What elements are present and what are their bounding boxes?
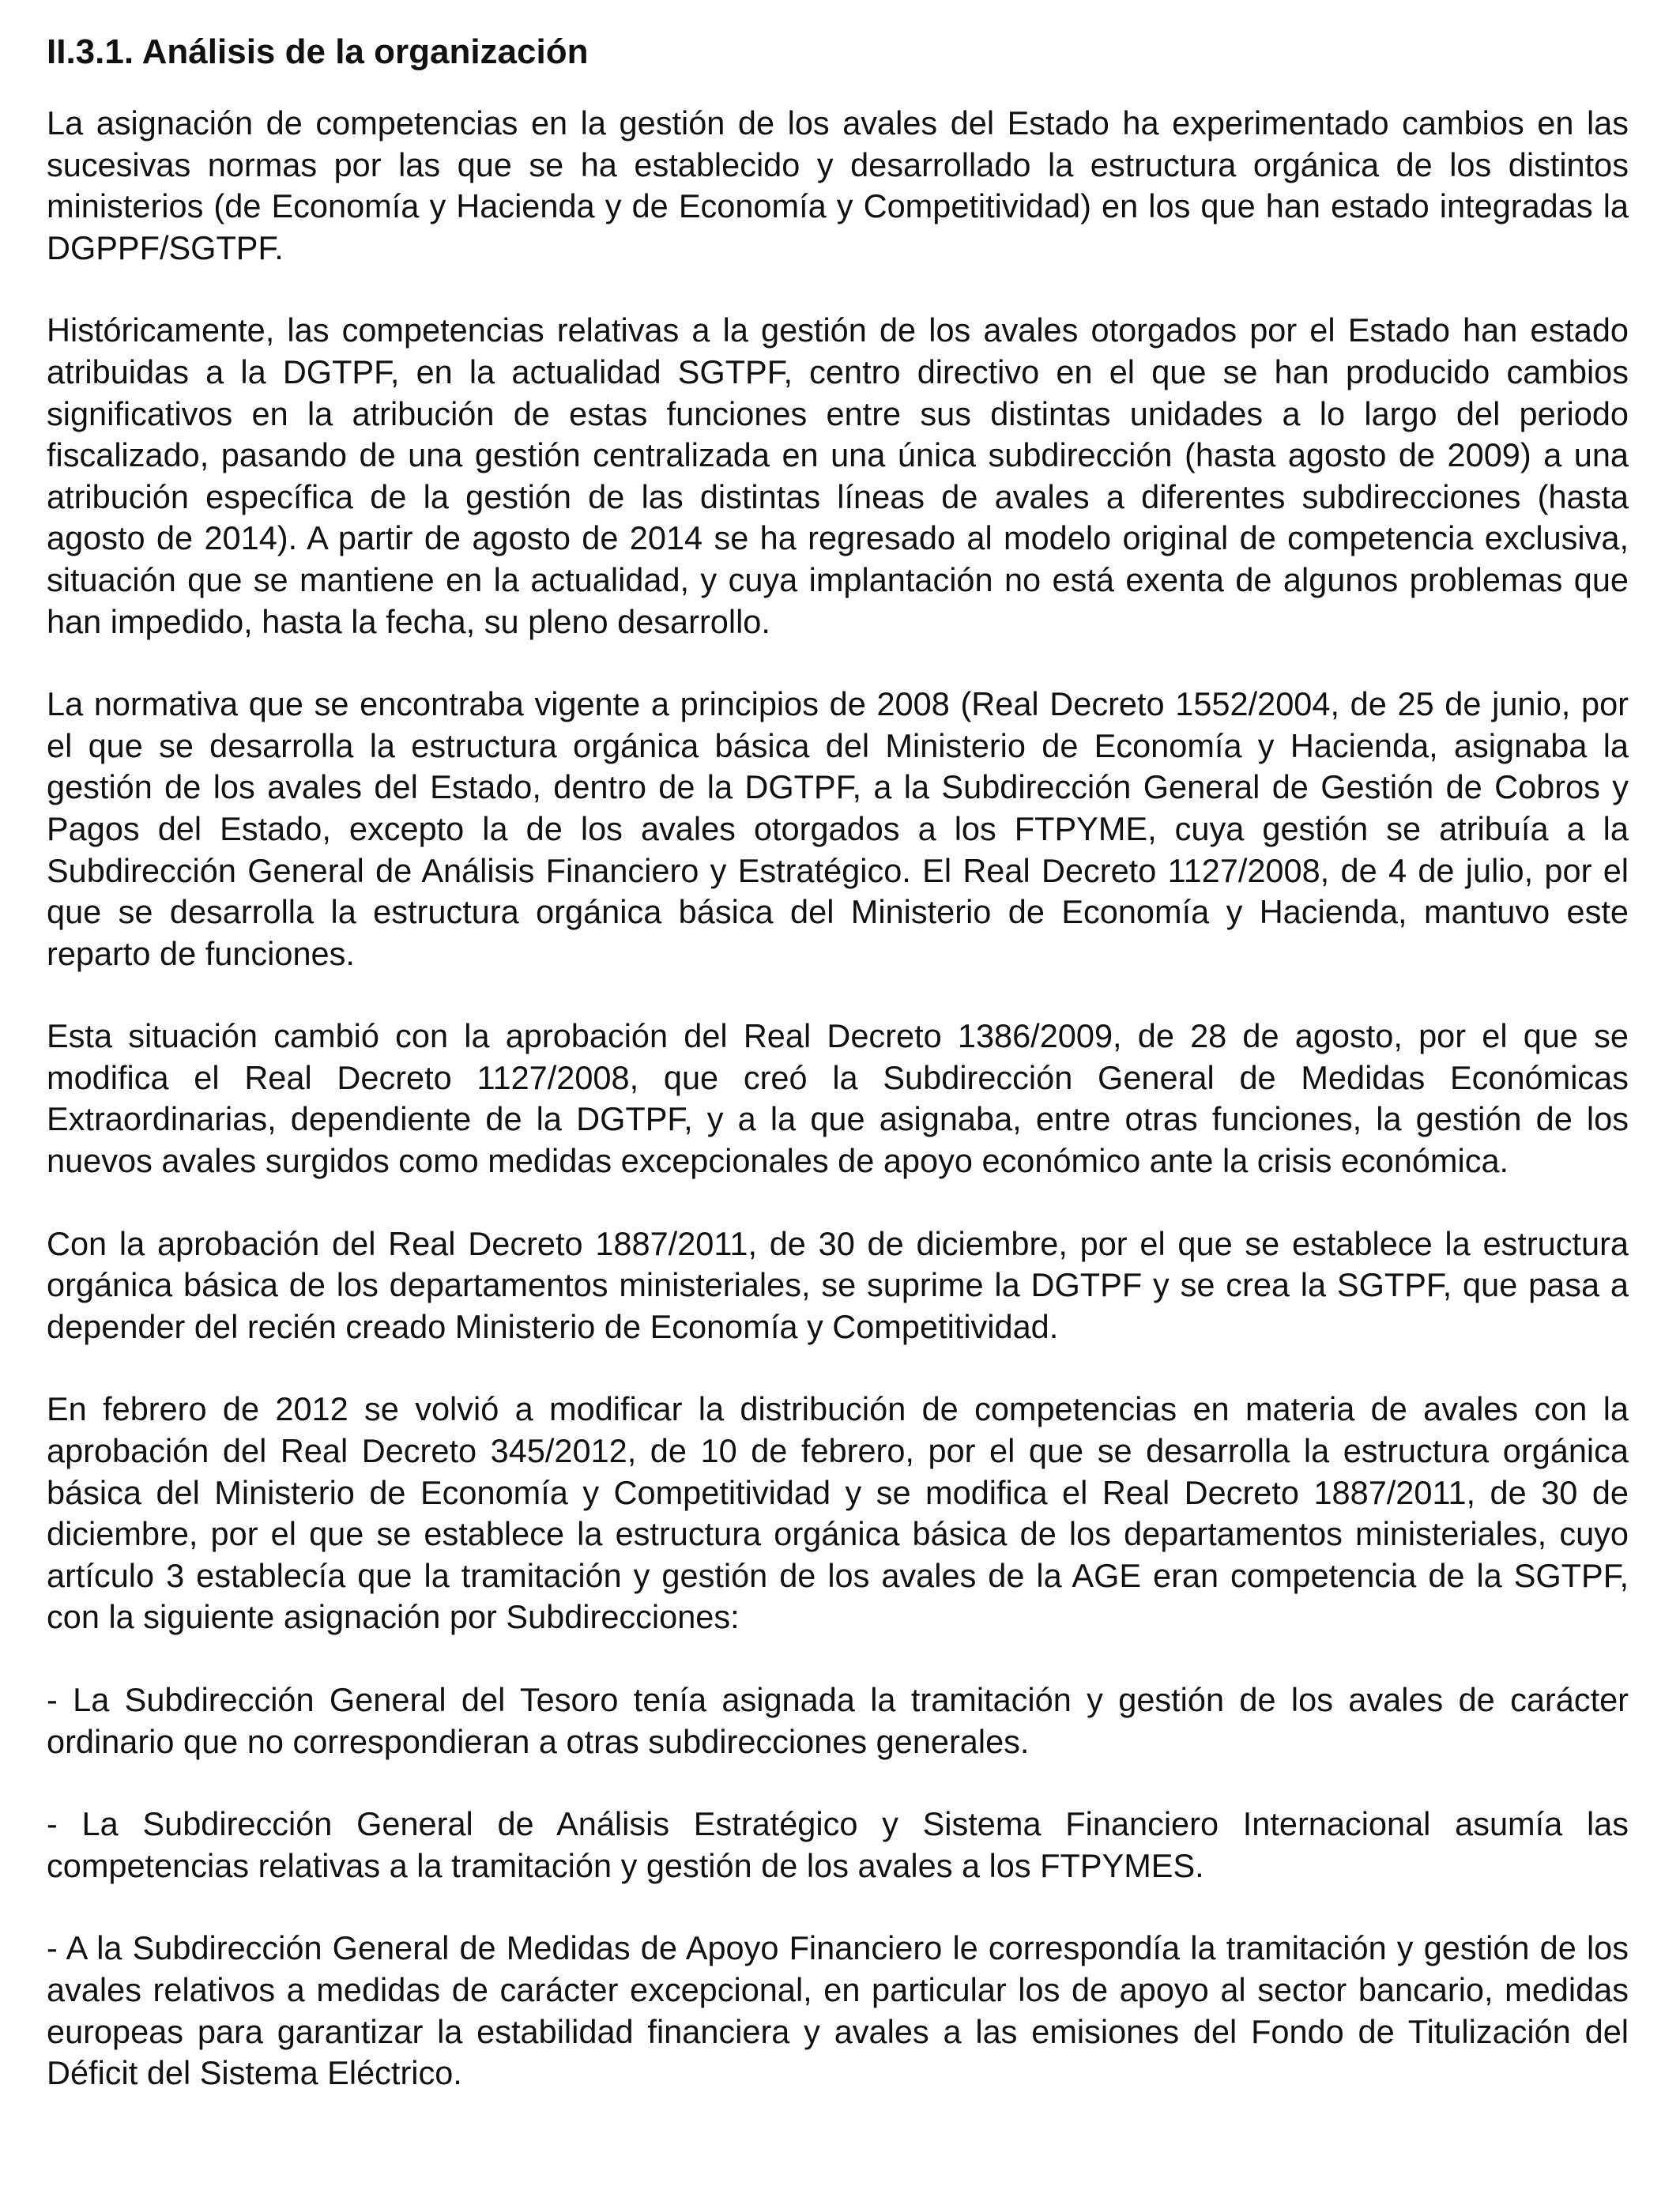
paragraph-decree-2012: En febrero de 2012 se volvió a modificar la distribución de competencias en materia de avales con la aprobación del Real Decreto 345/2012, de 10 de febrero, por el que se desarrolla la estructura orgánica básica del Ministerio de Economía y Competitividad y se modifica el Real Decreto 1887/2011, de 30 de diciembre, por el que se establece la estructura orgánica básica de los departamentos ministeriales, cuyo artículo 3 establecía que la tramitación y gestión de los avales de la AGE eran competencia de la SGTPF, con la siguiente asignación por Subdirecciones: xyxy=(47,1390,1629,1636)
paragraph-regulation-2008: La normativa que se encontraba vigente a principios de 2008 (Real Decreto 1552/2004, de 25 de junio, por el que se desarrolla la estructura orgánica básica del Ministerio de Economía y Hacienda, asignaba la gestión de los avales del Estado, dentro de la DGTPF, a la Subdirección General de Gestión de Cobros y Pagos del Estado, excepto la de los avales otorgados a los FTPYME, cuya gestión se atribuía a la Subdirección General de Análisis Financiero y Estratégico. El Real Decreto 1127/2008, de 4 de julio, por el que se desarrolla la estructura orgánica básica del Ministerio de Economía y Hacienda, mantuvo este reparto de funciones. xyxy=(47,685,1629,972)
document-page xyxy=(47,28,1629,2094)
list-item-tesoro: - La Subdirección General del Tesoro tenía asignada la tramitación y gestión de los avales de carácter ordinario que no correspondieran a otras subdirecciones generales. xyxy=(47,1681,1629,1760)
list-item-analisis-estrategico: - La Subdirección General de Análisis Estratégico y Sistema Financiero Internacional asumía las competencias relativas a la tramitación y gestión de los avales a los FTPYMES. xyxy=(47,1805,1629,1884)
paragraph-decree-2009: Esta situación cambió con la aprobación del Real Decreto 1386/2009, de 28 de agosto, por el que se modifica el Real Decreto 1127/2008, que creó la Subdirección General de Medidas Económicas Extraordinarias, dependiente de la DGTPF, y a la que asignaba, entre otras funciones, la gestión de los nuevos avales surgidos como medidas excepcionales de apoyo económico ante la crisis económica. xyxy=(47,1017,1629,1180)
section-title: II.3.1. Análisis de la organización xyxy=(47,32,589,71)
paragraph-decree-2011: Con la aprobación del Real Decreto 1887/2011, de 30 de diciembre, por el que se establece la estructura orgánica básica de los departamentos ministeriales, se suprime la DGTPF y se crea la SGTPF, que pasa a depender del recién creado Ministerio de Economía y Competitividad. xyxy=(47,1224,1629,1345)
paragraph-intro: La asignación de competencias en la gestión de los avales del Estado ha experimentado cambios en las sucesivas normas por las que se ha establecido y desarrollado la estructura orgánica de los distintos ministerios (de Economía y Hacienda y de Economía y Competitividad) en los que han estado integradas la DGPPF/SGTPF. xyxy=(47,104,1629,266)
list-item-medidas-apoyo: - A la Subdirección General de Medidas de Apoyo Financiero le correspondía la tramitación y gestión de los avales relativos a medidas de carácter excepcional, en particular los de apoyo al sector bancario, medidas europeas para garantizar la estabilidad financiera y avales a las emisiones del Fondo de Titulización del Déficit del Sistema Eléctrico. xyxy=(47,1929,1629,2092)
paragraph-history: Históricamente, las competencias relativas a la gestión de los avales otorgados por el Estado han estado atribuidas a la DGTPF, en la actualidad SGTPF, centro directivo en el que se han producido cambios significativos en la atribución de estas funciones entre sus distintas unidades a lo largo del periodo fiscalizado, pasando de una gestión centralizada en una única subdirección (hasta agosto de 2009) a una atribución específica de la gestión de las distintas líneas de avales a diferentes subdirecciones (hasta agosto de 2014). A partir de agosto de 2014 se ha regresado al modelo original de competencia exclusiva, situación que se mantiene en la actualidad, y cuya implantación no está exenta de algunos problemas que han impedido, hasta la fecha, su pleno desarrollo. xyxy=(47,311,1629,640)
